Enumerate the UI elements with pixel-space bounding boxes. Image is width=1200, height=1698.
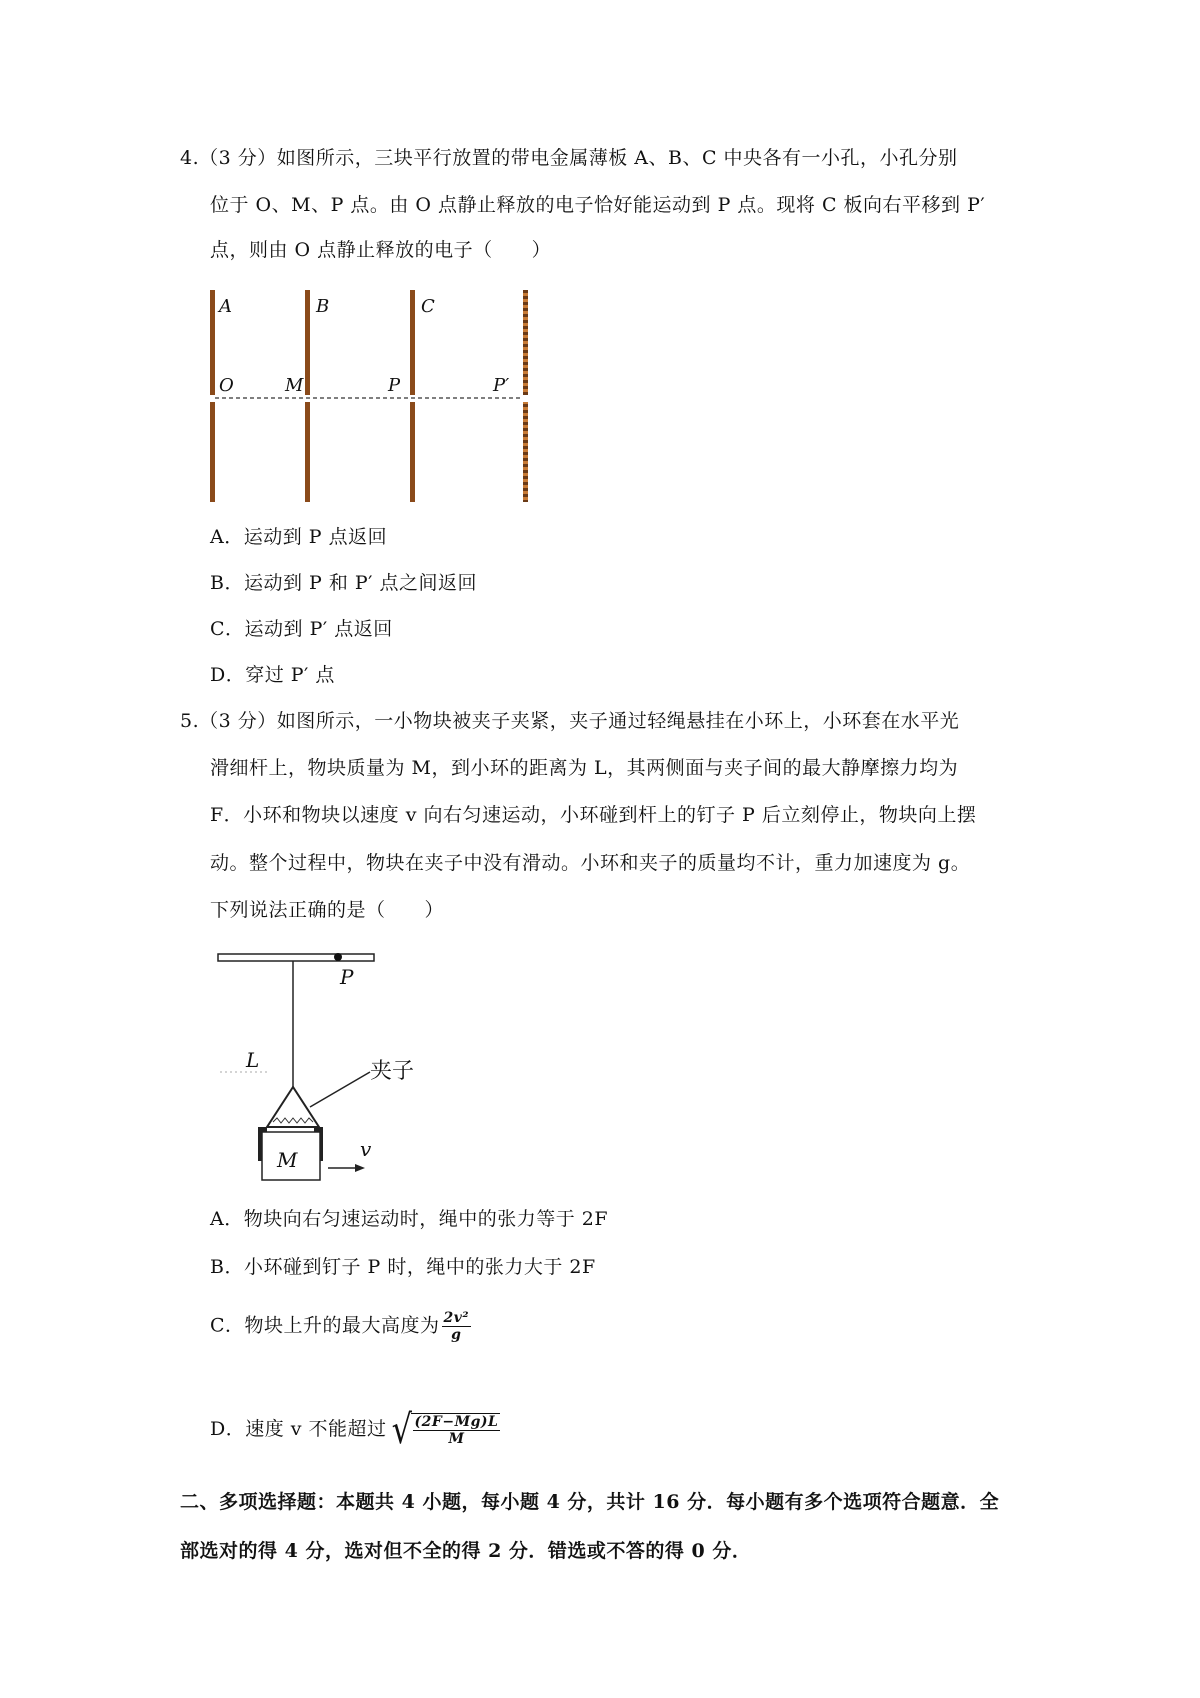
label-p: P <box>340 965 354 989</box>
label-b: B <box>316 296 330 317</box>
plate-a-upper <box>210 290 215 395</box>
fraction-2v2-over-g <box>442 1310 472 1343</box>
label-l: L <box>246 1048 260 1072</box>
q5-option-c-text: C．物块上升的最大高度为 <box>210 1314 440 1337</box>
nail-p <box>334 953 342 961</box>
label-clip: 夹子 <box>370 1059 415 1084</box>
q5-stem-line-2: 滑细杆上，物块质量为 M，到小环的距离为 L，其两侧面与夹子间的最大静摩擦力均为 <box>210 757 959 779</box>
sqrt-expression <box>389 1407 501 1453</box>
label-o: O <box>219 375 234 396</box>
label-p: P <box>388 375 401 396</box>
q5-option-b: B．小环碰到钉子 P 时，绳中的张力大于 2F <box>210 1256 596 1278</box>
q4-option-b: B．运动到 P 和 P′ 点之间返回 <box>210 572 478 594</box>
section-2-heading-line-2: 部选对的得 4 分，选对但不全的得 2 分．错选或不答的得 0 分． <box>180 1540 752 1562</box>
q4-option-c: C．运动到 P′ 点返回 <box>210 618 393 640</box>
velocity-arrow-head <box>355 1164 365 1172</box>
plate-c-moved-upper <box>523 290 528 395</box>
clip-pointer <box>310 1072 370 1107</box>
horizontal-rod <box>218 954 374 961</box>
q4-option-d: D．穿过 P′ 点 <box>210 664 335 686</box>
q5-option-c <box>210 1310 471 1343</box>
q5-figure-pendulum <box>210 942 440 1182</box>
fraction-numerator: 2v² <box>443 1310 470 1326</box>
section-2-heading-line-1: 二、多项选择题：本题共 4 小题，每小题 4 分，共计 16 分．每小题有多个选项符合题意．全 <box>180 1491 1000 1513</box>
fraction-numerator: (2F−Mg)L <box>414 1414 499 1430</box>
q5-stem-line-3: F．小环和物块以速度 v 向右匀速运动，小环碰到杆上的钉子 P 后立刻停止，物块向上摆 <box>210 804 977 826</box>
label-m: M <box>285 375 304 396</box>
plate-c-lower <box>410 402 415 502</box>
plate-b-lower <box>305 402 310 502</box>
label-v: v <box>360 1137 372 1161</box>
fraction-under-root <box>413 1414 501 1447</box>
q4-stem-line-1: 4.（3 分）如图所示，三块平行放置的带电金属薄板 A、B、C 中央各有一小孔，小孔分别 <box>180 147 958 169</box>
plate-c-moved-lower <box>523 402 528 502</box>
plate-c-upper <box>410 290 415 395</box>
label-m: M <box>277 1148 298 1172</box>
q4-stem-line-2: 位于 O、M、P 点。由 O 点静止释放的电子恰好能运动到 P 点。现将 C 板向右平移到 P′ <box>210 194 986 216</box>
plate-b-upper <box>305 290 310 395</box>
q4-stem-line-3: 点，则由 O 点静止释放的电子（ ） <box>210 239 552 261</box>
q5-option-d-text: D．速度 v 不能超过 <box>210 1418 387 1440</box>
fraction-denominator: g <box>451 1327 462 1343</box>
plate-a-lower <box>210 402 215 502</box>
fraction-denominator: M <box>448 1431 465 1447</box>
q5-stem-line-1: 5.（3 分）如图所示，一小物块被夹子夹紧，夹子通过轻绳悬挂在小环上，小环套在水平光 <box>180 710 960 732</box>
radical-sign: √ <box>391 1407 412 1453</box>
q5-stem-line-5: 下列说法正确的是（ ） <box>210 899 445 921</box>
q5-stem-line-4: 动。整个过程中，物块在夹子中没有滑动。小环和夹子的质量均不计，重力加速度为 g。 <box>210 852 971 874</box>
q4-figure-plates <box>205 290 545 502</box>
label-c: C <box>421 296 435 317</box>
q4-option-a: A．运动到 P 点返回 <box>210 526 388 548</box>
q5-option-d <box>210 1407 500 1453</box>
label-a: A <box>219 296 232 317</box>
q5-option-a: A．物块向右匀速运动时，绳中的张力等于 2F <box>210 1208 609 1230</box>
label-p-prime: P′ <box>493 375 510 396</box>
